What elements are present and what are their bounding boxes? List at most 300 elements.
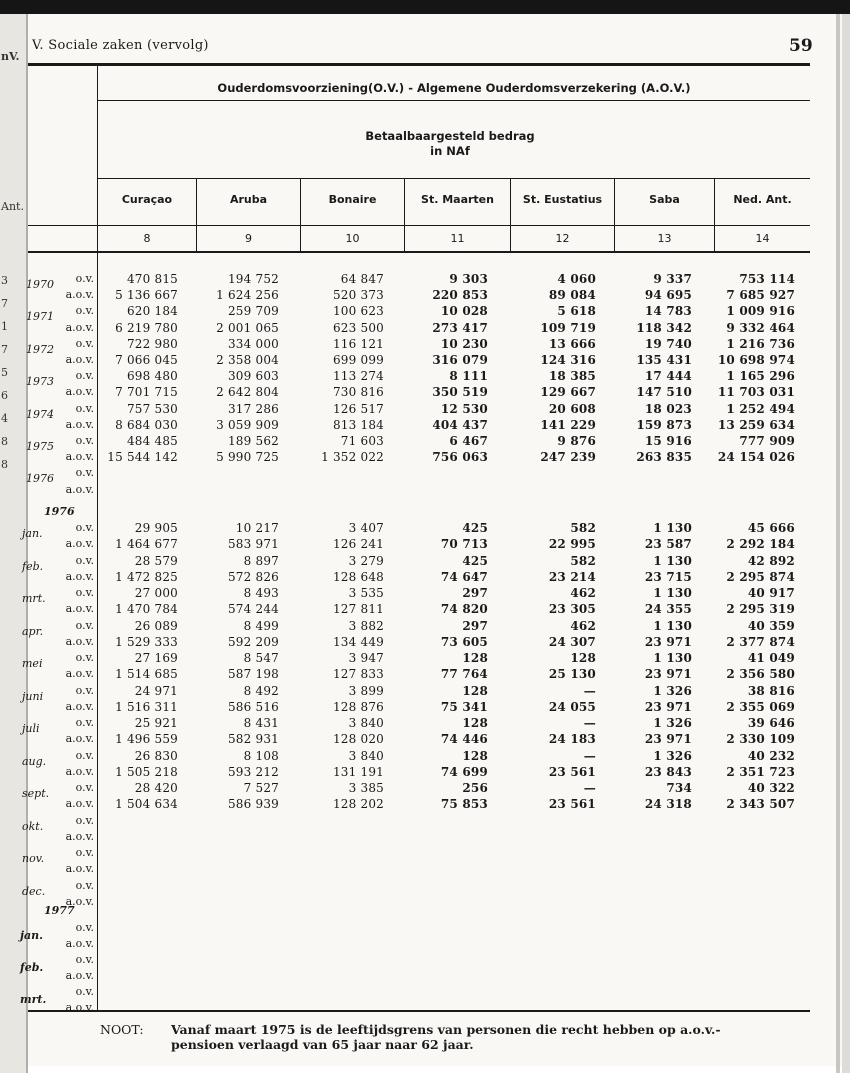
table-cell: 141 229 (540, 417, 596, 432)
table-cell: 13 259 634 (717, 417, 795, 432)
table-cell: 13 666 (548, 336, 596, 351)
table-cell: 9 876 (557, 434, 596, 448)
table-cell: 2 356 580 (726, 667, 795, 682)
ov-label: o.v. (75, 921, 94, 934)
month-label: feb. (22, 559, 44, 573)
table-cell: 25 130 (548, 667, 596, 682)
ov-label: o.v. (75, 466, 94, 480)
ov-label: o.v. (75, 618, 94, 632)
table-cell: 23 971 (644, 732, 692, 747)
table-cell: 7 685 927 (726, 288, 795, 303)
table-cell: 10 028 (440, 304, 488, 319)
table-cell: 2 292 184 (726, 537, 795, 552)
table-cell: 1 516 311 (115, 699, 178, 714)
table-cell: 220 853 (432, 288, 488, 303)
table-cell: 3 882 (348, 618, 384, 633)
ov-label: o.v. (75, 846, 94, 859)
table-cell: 2 351 723 (726, 764, 795, 779)
table-cell: 620 184 (126, 304, 178, 319)
table-cell: 273 417 (432, 320, 488, 335)
table-cell: 12 530 (440, 401, 488, 416)
table-cell: 2 377 874 (726, 634, 795, 649)
table-cell: 813 184 (332, 417, 384, 432)
table-cell: 5 618 (557, 304, 596, 319)
month-label: mei (22, 657, 43, 670)
table-cell: 128 876 (332, 699, 384, 714)
table-cell: 309 603 (227, 369, 279, 384)
table-cell: 8 684 030 (115, 417, 178, 432)
table-cell: 24 318 (644, 797, 692, 812)
table-cell: 1 496 559 (115, 732, 178, 747)
left-margin-text: Ant. (1, 200, 24, 213)
table-subtitle (300, 129, 600, 159)
table-cell: 24 154 026 (717, 450, 795, 465)
table-cell: 74 820 (440, 602, 488, 617)
table-cell: 1 009 916 (726, 304, 795, 319)
table-cell: 404 437 (432, 417, 488, 432)
table-cell: 23 971 (644, 667, 692, 682)
table-cell: 134 449 (332, 634, 384, 649)
table-cell: 89 084 (548, 288, 596, 303)
month-label: jan. (22, 527, 43, 540)
aov-label: a.o.v. (65, 699, 94, 713)
table-cell: 24 183 (548, 732, 596, 747)
column-number-rule (28, 251, 810, 253)
month-label: juli (22, 722, 40, 735)
footnote-label: NOOT: (100, 1022, 144, 1037)
table-cell: 574 244 (227, 602, 279, 617)
column-number: 8 (143, 232, 151, 245)
year-label: 1975 (26, 440, 54, 453)
scan-top-edge (0, 0, 850, 14)
table-cell: 334 000 (227, 336, 279, 351)
column-header-curacao: Curaçao (121, 193, 173, 206)
table-cell: 94 695 (644, 288, 692, 303)
table-cell: 470 815 (126, 272, 178, 286)
table-cell: 24 055 (548, 699, 596, 714)
table-cell: 1 130 (653, 618, 692, 633)
right-binding-shadow (836, 14, 840, 1073)
left-margin-text: 8 (1, 458, 8, 471)
table-cell: 40 359 (747, 618, 795, 633)
aov-label: a.o.v. (65, 894, 94, 908)
table-cell: 425 (462, 553, 488, 568)
year-label: 1973 (26, 375, 54, 389)
column-header-aruba: Aruba (229, 193, 268, 206)
table-cell: 128 (462, 651, 488, 665)
table-cell: 753 114 (739, 272, 795, 286)
aov-label: a.o.v. (65, 829, 94, 843)
table-cell: 593 212 (227, 764, 279, 779)
table-cell: 74 647 (440, 569, 488, 584)
running-title: V. Sociale zaken (vervolg) (32, 38, 209, 53)
table-cell: 1 624 256 (216, 288, 279, 303)
table-cell: 7 701 715 (115, 385, 178, 400)
table-cell: 3 385 (348, 781, 384, 795)
table-cell: 3 279 (348, 553, 384, 568)
month-label: nov. (22, 852, 45, 865)
column-header-st-maarten: St. Maarten (421, 193, 494, 206)
table-cell: 587 198 (227, 667, 279, 682)
table-cell: 42 892 (747, 553, 795, 568)
footnote-text (171, 1022, 771, 1052)
table-cell: 26 830 (134, 748, 178, 763)
table-cell: 572 826 (227, 569, 279, 584)
table-cell: 3 059 909 (216, 417, 279, 432)
table-cell: 8 547 (243, 651, 279, 665)
year-label: 1971 (26, 310, 54, 324)
table-cell: 23 214 (548, 569, 596, 584)
table-cell: 259 709 (227, 304, 279, 319)
month-label: mrt. (20, 993, 47, 1006)
ov-label: o.v. (75, 953, 94, 966)
table-cell: 23 715 (644, 569, 692, 584)
table-cell: 8 493 (243, 586, 279, 600)
table-cell: 28 420 (134, 781, 178, 795)
subtitle-line: Betaalbaargesteld bedrag (365, 129, 535, 143)
table-cell: 24 307 (548, 634, 596, 649)
table-cell: 11 703 031 (717, 385, 795, 400)
table-cell: 23 305 (548, 602, 596, 617)
ov-label: o.v. (75, 878, 94, 892)
month-label: sept. (22, 787, 50, 800)
table-cell: 582 931 (227, 732, 279, 747)
table-cell: 74 446 (440, 732, 488, 747)
month-label: mrt. (22, 592, 46, 605)
table-cell: 2 355 069 (726, 699, 795, 714)
table-cell: 1 165 296 (726, 369, 795, 384)
table-cell: 350 519 (432, 385, 488, 400)
year-label: 1970 (26, 278, 54, 291)
table-cell: 75 853 (440, 797, 488, 812)
table-cell: 263 835 (636, 450, 692, 465)
table-cell: 2 295 874 (726, 569, 795, 584)
top-rule (28, 63, 810, 66)
header-rule (28, 225, 810, 226)
table-cell: 1 326 (653, 716, 692, 730)
table-cell: 1 130 (653, 586, 692, 600)
table-cell: 9 332 464 (726, 320, 795, 335)
year-heading-1977: 1977 (44, 904, 75, 917)
table-cell: 1 504 634 (115, 797, 178, 812)
table-cell: 2 295 319 (726, 602, 795, 617)
table-cell: 40 232 (747, 748, 795, 763)
month-label: feb. (20, 961, 44, 974)
left-margin-text: 7 (1, 297, 8, 310)
aov-label: a.o.v. (65, 1001, 94, 1014)
table-cell: 2 343 507 (726, 797, 795, 812)
aov-label: a.o.v. (65, 569, 94, 583)
ov-label: o.v. (75, 716, 94, 729)
table-cell: 5 990 725 (216, 450, 279, 465)
table-cell: 128 (462, 716, 488, 730)
table-cell: 3 947 (348, 651, 384, 665)
table-cell: 3 407 (348, 521, 384, 535)
table-cell: 70 713 (440, 537, 488, 552)
table-cell: 1 326 (653, 748, 692, 763)
table-cell: 189 562 (227, 434, 279, 448)
table-cell: 128 648 (332, 569, 384, 584)
table-cell: 29 905 (134, 521, 178, 535)
aov-label: a.o.v. (65, 450, 94, 464)
table-cell: 116 121 (332, 336, 384, 351)
table-cell: 10 230 (440, 336, 488, 351)
table-cell: 583 971 (227, 537, 279, 552)
left-margin-text: 1 (1, 320, 8, 333)
table-cell: 77 764 (440, 667, 488, 682)
table-cell: 73 605 (440, 634, 488, 649)
column-number: 13 (657, 232, 672, 245)
ov-label: o.v. (75, 521, 94, 534)
table-cell: 1 130 (653, 521, 692, 535)
table-cell: 1 352 022 (321, 450, 384, 465)
table-cell: 15 544 142 (107, 450, 178, 465)
table-cell: 71 603 (340, 434, 384, 448)
ov-label: o.v. (75, 304, 94, 318)
ov-label: o.v. (75, 434, 94, 447)
table-cell: 109 719 (540, 320, 596, 335)
table-cell: 9 303 (449, 272, 488, 286)
bottom-rule (28, 1010, 810, 1012)
table-cell: 38 816 (747, 683, 795, 698)
left-margin-text: 3 (1, 274, 8, 287)
column-header-ned-ant: Ned. Ant. (733, 193, 792, 206)
aov-label: a.o.v. (65, 288, 94, 302)
table-cell: 586 939 (227, 797, 279, 812)
table-cell: 27 000 (134, 586, 178, 600)
table-cell: 126 517 (332, 401, 384, 416)
table-cell: 3 840 (348, 716, 384, 730)
table-cell: 1 130 (653, 651, 692, 665)
table-cell: 316 079 (432, 353, 488, 367)
table-cell: 24 355 (644, 602, 692, 617)
title-rule (98, 100, 810, 101)
table-cell: 15 916 (644, 434, 692, 448)
table-cell: 8 431 (243, 716, 279, 730)
aov-label: a.o.v. (65, 353, 94, 366)
table-cell: 23 971 (644, 634, 692, 649)
ov-label: o.v. (75, 748, 94, 762)
subtitle-rule (98, 178, 810, 179)
month-label: jan. (20, 929, 43, 942)
table-cell: 247 239 (540, 450, 596, 465)
aov-label: a.o.v. (65, 417, 94, 431)
month-label: aug. (22, 754, 47, 768)
column-header-bonaire: Bonaire (328, 193, 377, 206)
table-cell: 131 191 (332, 764, 384, 779)
table-cell: 2 642 804 (216, 385, 279, 400)
table-cell: 113 274 (332, 369, 384, 384)
table-cell: 1 514 685 (115, 667, 178, 682)
column-number: 9 (245, 232, 252, 245)
column-header-saba: Saba (649, 193, 680, 206)
table-cell: 777 909 (739, 434, 795, 448)
table-cell: 462 (570, 618, 596, 633)
table-cell: 10 217 (235, 521, 279, 535)
table-cell: 1 326 (653, 683, 692, 698)
aov-label: a.o.v. (65, 602, 94, 616)
table-cell: 3 535 (348, 586, 384, 600)
column-header-st-eustatius: St. Eustatius (522, 193, 603, 206)
table-cell: 425 (462, 521, 488, 535)
table-cell: 4 060 (557, 272, 596, 286)
table-cell: 1 529 333 (115, 634, 178, 649)
table-cell: 22 995 (548, 537, 596, 552)
table-cell: 24 971 (134, 683, 178, 698)
table-cell: 722 980 (126, 336, 178, 351)
ov-label: o.v. (75, 336, 94, 350)
table-cell: 5 136 667 (115, 288, 178, 303)
column-number: 14 (755, 232, 770, 245)
column-number: 11 (450, 232, 465, 245)
table-cell: 8 897 (243, 553, 279, 568)
table-cell: 484 485 (126, 434, 178, 448)
table-cell: 23 561 (548, 797, 596, 812)
ov-label: o.v. (75, 781, 94, 794)
table-cell: 1 470 784 (115, 602, 178, 617)
ov-label: o.v. (75, 369, 94, 383)
aov-label: a.o.v. (65, 937, 94, 950)
table-cell: 40 917 (747, 586, 795, 600)
ov-label: o.v. (75, 272, 94, 285)
table-cell: 126 241 (332, 537, 384, 552)
table-cell: 1 464 677 (115, 537, 178, 552)
table-cell: — (583, 716, 596, 730)
table-cell: 127 811 (332, 602, 384, 617)
table-cell: 128 (570, 651, 596, 665)
table-cell: 18 385 (548, 369, 596, 384)
table-cell: 128 202 (332, 797, 384, 812)
ov-label: o.v. (75, 813, 94, 827)
ov-label: o.v. (75, 651, 94, 664)
table-cell: 734 (666, 781, 692, 795)
table-cell: 23 843 (644, 764, 692, 779)
table-cell: 23 971 (644, 699, 692, 714)
aov-label: a.o.v. (65, 385, 94, 399)
table-cell: 3 899 (348, 683, 384, 698)
table-cell: 520 373 (332, 288, 384, 303)
table-cell: 75 341 (440, 699, 488, 714)
ov-label: o.v. (75, 401, 94, 415)
year-label: 1972 (26, 342, 54, 356)
table-cell: 20 608 (548, 401, 596, 416)
month-label: okt. (22, 819, 44, 833)
table-cell: 124 316 (540, 353, 596, 367)
table-cell: 128 020 (332, 732, 384, 747)
table-main-title: Ouderdomsvoorziening(O.V.) - Algemene Ouderdomsverzekering (A.O.V.) (217, 81, 691, 95)
right-page-edge (842, 14, 850, 1073)
table-cell: 256 (462, 781, 488, 795)
table-cell: 297 (462, 586, 488, 600)
table-cell: 45 666 (747, 521, 795, 535)
table-cell: 147 510 (636, 385, 692, 400)
table-cell: 2 330 109 (726, 732, 795, 747)
table-cell: 6 467 (449, 434, 488, 448)
table-cell: 7 527 (243, 781, 279, 795)
aov-label: a.o.v. (65, 732, 94, 746)
table-cell: 592 209 (227, 634, 279, 649)
table-cell: 2 358 004 (216, 353, 279, 367)
month-label: juni (22, 689, 44, 703)
table-cell: 26 089 (134, 618, 178, 633)
table-cell: 317 286 (227, 401, 279, 416)
table-cell: 40 322 (747, 781, 795, 795)
aov-label: a.o.v. (65, 537, 94, 551)
ov-label: o.v. (75, 586, 94, 599)
left-margin-text: 6 (1, 389, 8, 402)
table-cell: 623 500 (332, 320, 384, 335)
column-number: 12 (555, 232, 570, 245)
aov-label: a.o.v. (65, 482, 94, 496)
table-cell: 100 623 (332, 304, 384, 319)
table-cell: 462 (570, 586, 596, 600)
left-page-edge (0, 14, 28, 1073)
table-cell: 582 (570, 553, 596, 568)
table-cell: 41 049 (747, 651, 795, 665)
column-number: 10 (345, 232, 360, 245)
footnote-line: pensioen verlaagd van 65 jaar naar 62 jaar. (171, 1037, 474, 1052)
table-cell: 699 099 (332, 353, 384, 367)
table-cell: 8 492 (243, 683, 279, 698)
left-margin-text: 4 (1, 412, 8, 425)
aov-label: a.o.v. (65, 634, 94, 648)
subtitle-line: in NAf (430, 144, 470, 158)
table-cell: 23 587 (644, 537, 692, 552)
table-cell: 159 873 (636, 417, 692, 432)
aov-label: a.o.v. (65, 667, 94, 681)
aov-label: a.o.v. (65, 862, 94, 876)
table-cell: 135 431 (636, 353, 692, 367)
table-cell: 23 561 (548, 764, 596, 779)
table-cell: 582 (570, 521, 596, 535)
left-margin-text: 5 (1, 366, 8, 379)
table-cell: — (583, 683, 596, 698)
table-cell: 757 530 (126, 401, 178, 416)
year-label: 1974 (26, 407, 54, 421)
table-cell: 127 833 (332, 667, 384, 682)
table-cell: 25 921 (134, 716, 178, 730)
left-margin-text: 8 (1, 435, 8, 448)
ov-label: o.v. (75, 553, 94, 567)
table-cell: 297 (462, 618, 488, 633)
table-cell: 3 840 (348, 748, 384, 763)
table-cell: 129 667 (540, 385, 596, 400)
table-cell: 39 646 (747, 716, 795, 730)
table-cell: 586 516 (227, 699, 279, 714)
ov-label: o.v. (75, 683, 94, 697)
footnote-line: Vanaf maart 1975 is de leeftijdsgrens van personen die recht hebben op a.o.v.- (171, 1022, 721, 1037)
table-cell: 17 444 (644, 369, 692, 384)
table-cell: 1 130 (653, 553, 692, 568)
table-cell: — (583, 781, 596, 795)
table-cell: 19 740 (644, 336, 692, 351)
table-cell: 730 816 (332, 385, 384, 400)
table-cell: 1 216 736 (726, 336, 795, 351)
table-cell: 14 783 (644, 304, 692, 319)
table-cell: 8 108 (243, 748, 279, 763)
table-cell: 1 252 494 (726, 401, 795, 416)
table-cell: 64 847 (340, 272, 384, 286)
table-cell: 698 480 (126, 369, 178, 384)
table-cell: 6 219 780 (115, 320, 178, 335)
table-cell: 1 505 218 (115, 764, 178, 779)
table-cell: 194 752 (227, 272, 279, 286)
table-cell: 7 066 045 (115, 353, 178, 367)
table-cell: 8 499 (243, 618, 279, 633)
table-cell: 756 063 (432, 450, 488, 465)
left-margin-text: nV. (1, 50, 20, 63)
table-cell: 128 (462, 683, 488, 698)
